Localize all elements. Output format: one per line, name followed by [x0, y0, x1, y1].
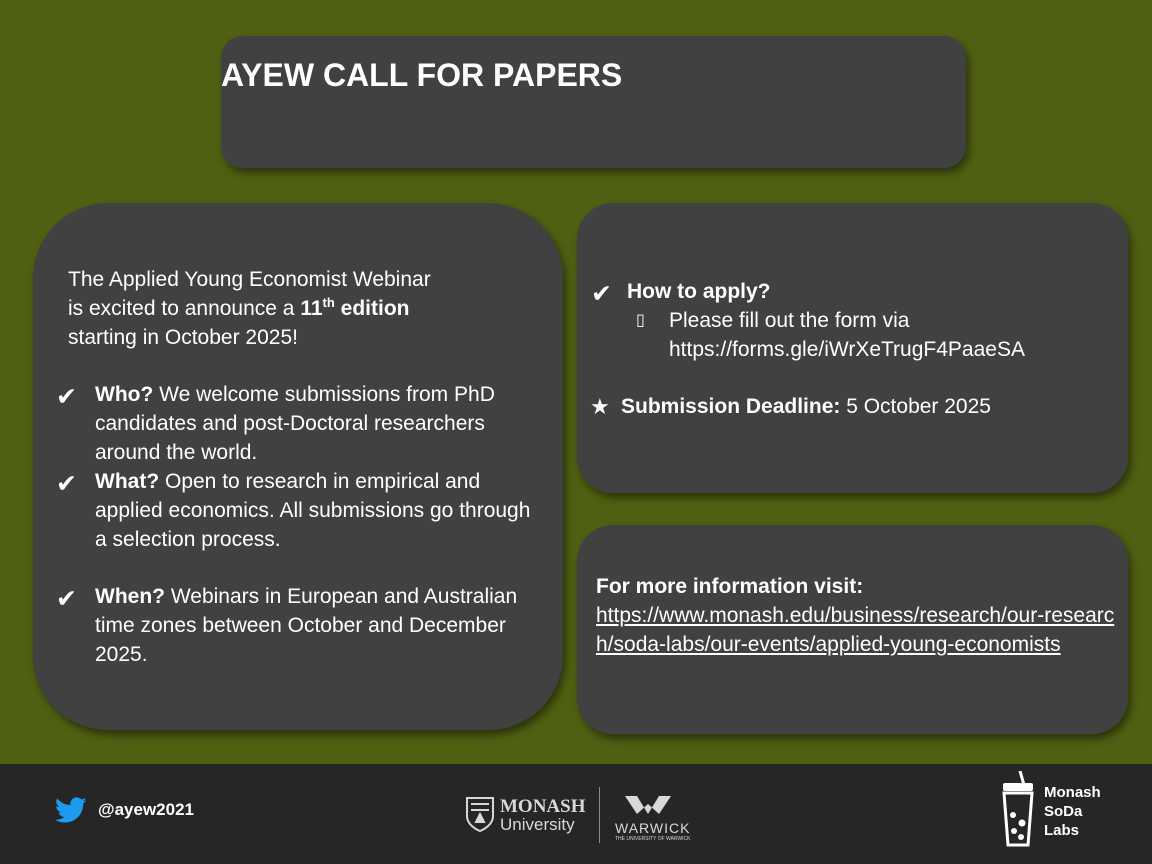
- intro-line-2-prefix: is excited to announce a: [68, 297, 301, 320]
- bullet-when: [95, 582, 535, 669]
- check-icon: ✔: [591, 280, 612, 308]
- intro-line-3: starting in October 2025!: [68, 326, 298, 349]
- monash-crest-icon: [465, 796, 495, 832]
- apply-heading: How to apply?: [627, 280, 771, 303]
- sub-bullet-icon: ▯: [636, 312, 645, 329]
- bullet-what: [95, 467, 535, 554]
- warwick-sub: THE UNIVERSITY OF WARWICK: [615, 836, 691, 842]
- bullet-who-text: We welcome submissions from PhD candidates and post-Doctoral researchers around the world.: [95, 383, 495, 464]
- warwick-name: WARWICK: [615, 820, 691, 836]
- soda-cup-icon: [1000, 771, 1036, 847]
- twitter-bird-icon[interactable]: [55, 797, 87, 824]
- bullet-who-label: Who?: [95, 383, 154, 406]
- page-title: AYEW CALL FOR PAPERS: [221, 57, 623, 94]
- more-info-heading: For more information visit:: [596, 575, 864, 598]
- bullet-when-text: Webinars in European and Australian time zones between October and December 2025.: [95, 585, 518, 666]
- bullet-when-label: When?: [95, 585, 165, 608]
- bullet-what-text: Open to research in empirical and applied economics. All submissions go through a selection process.: [95, 470, 531, 551]
- monash-name: MONASH: [500, 796, 586, 817]
- bullet-what-label: What?: [95, 470, 160, 493]
- star-icon: ★: [590, 394, 610, 419]
- edition-word: edition: [334, 297, 410, 320]
- apply-instruction: [669, 306, 1119, 364]
- monash-sub: University: [500, 815, 575, 834]
- logo-divider: [599, 787, 600, 843]
- apply-form-url[interactable]: https://forms.gle/iWrXeTrugF4PaaeSA: [669, 338, 1025, 361]
- check-icon: ✔: [56, 585, 77, 613]
- intro-text: [68, 265, 548, 352]
- bullet-who: [95, 380, 535, 467]
- more-info-link[interactable]: https://www.monash.edu/business/research/our-research/soda-labs/our-events/applied-young-economists: [596, 604, 1115, 656]
- title-wrap: [221, 36, 966, 168]
- check-icon: ✔: [56, 470, 77, 498]
- check-icon: ✔: [56, 383, 77, 411]
- intro-line-1: The Applied Young Economist Webinar: [68, 268, 431, 291]
- warwick-logo-icon: [625, 794, 671, 816]
- twitter-handle[interactable]: @ayew2021: [98, 800, 194, 819]
- soda-line-1: Monash: [1044, 784, 1101, 801]
- edition-number: 11: [300, 297, 323, 320]
- soda-line-2: SoDa: [1044, 803, 1083, 820]
- deadline-value: 5 October 2025: [840, 395, 991, 418]
- edition-sup: th: [322, 295, 335, 310]
- soda-labs-name: [1044, 783, 1101, 840]
- apply-instruction-text: Please fill out the form via: [669, 309, 910, 332]
- deadline-label: Submission Deadline:: [621, 395, 841, 418]
- deadline-line: [621, 392, 991, 421]
- soda-line-3: Labs: [1044, 822, 1080, 839]
